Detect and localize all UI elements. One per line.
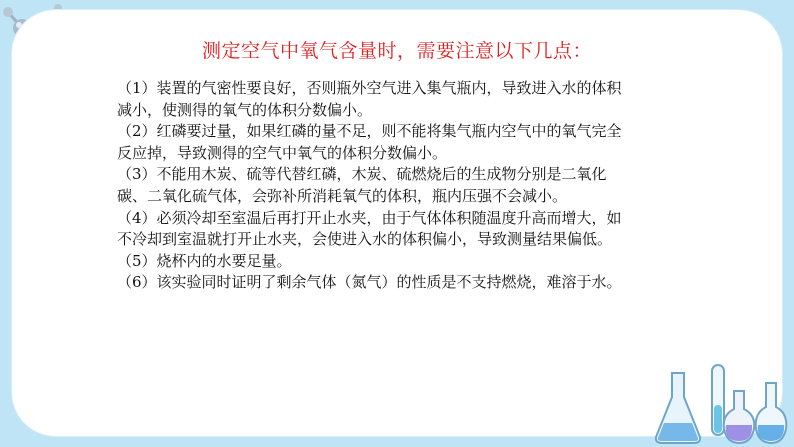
list-item: （1）装置的气密性要良好，否则瓶外空气进入集气瓶内，导致进入水的体积减小，使测得的氧气的体积分数偏小。	[117, 79, 622, 119]
page-title: 测定空气中氧气含量时，需要注意以下几点：	[201, 40, 592, 62]
lab-flasks-icon	[654, 363, 790, 445]
list-item: （5）烧杯内的水要足量。	[117, 251, 292, 270]
notes-list	[117, 78, 622, 294]
list-item: （4）必须冷却至室温后再打开止水夹，由于气体体积随温度升高而增大，如不冷却到室温就打开止水夹，会使进入水的体积偏小，导致测量结果偏低。	[117, 208, 622, 249]
list-item: （2）红磷要过量，如果红磷的量不足，则不能将集气瓶内空气中的氧气完全反应掉，导致测得的空气中氧气的体积分数偏小。	[117, 122, 622, 162]
list-item: （6）该实验同时证明了剩余气体（氮气）的性质是不支持燃烧，难溶于水。	[117, 273, 622, 292]
list-item: （3）不能用木炭、硫等代替红磷，木炭、硫燃烧后的生成物分别是二氧化碳、二氧化硫气体，会弥补所消耗氧气的体积，瓶内压强不会减小。	[117, 165, 607, 205]
